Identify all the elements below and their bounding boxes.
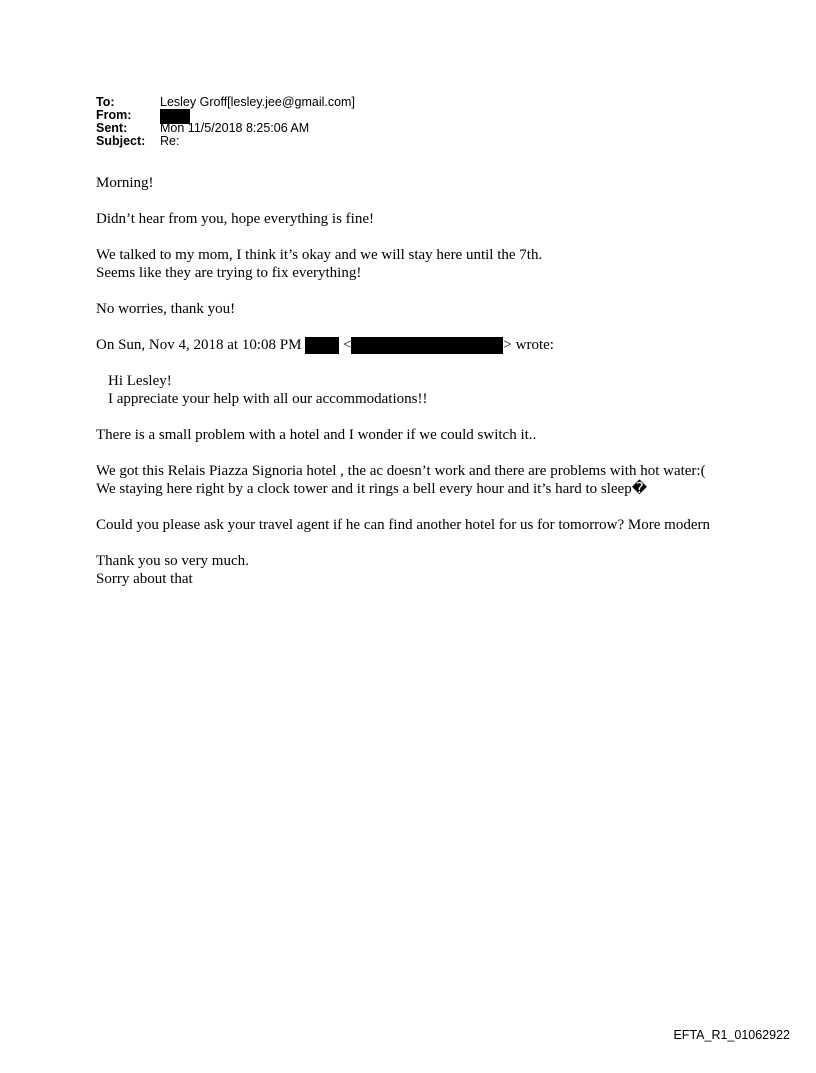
quoted-paragraph <box>96 462 716 498</box>
quoted-paragraph: Could you please ask your travel agent if he can find another hotel for us for tomorrow? More modern <box>96 517 710 534</box>
quoted-paragraph <box>96 372 716 408</box>
quoted-paragraph: There is a small problem with a hotel and I wonder if we could switch it.. <box>96 427 537 444</box>
greeting: Morning! <box>96 175 154 191</box>
text-line: Sorry about that <box>96 571 193 588</box>
email-body <box>96 174 716 606</box>
to-value: Lesley Groff[lesley.jee@gmail.com] <box>160 95 355 109</box>
quote-prefix: On Sun, Nov 4, 2018 at 10:08 PM <box>96 337 302 353</box>
paragraph <box>96 246 716 282</box>
text-line: We staying here right by a clock tower and it rings a bell every hour and it’s hard to sleep� <box>96 481 648 498</box>
paragraph: Didn’t hear from you, hope everything is fine! <box>96 211 374 227</box>
text-line: We got this Relais Piazza Signoria hotel , the ac doesn’t work and there are problems with hot water:( <box>96 463 706 480</box>
sender-email-redaction <box>351 337 503 354</box>
quote-suffix: > wrote: <box>503 337 554 353</box>
sent-label: Sent: <box>96 121 128 135</box>
text-line: Hi Lesley! <box>108 373 172 390</box>
email-header <box>96 96 355 148</box>
subject-row <box>96 135 355 148</box>
text-line: I appreciate your help with all our accommodations!! <box>108 391 428 408</box>
quote-lt: < <box>342 337 352 353</box>
to-label: To: <box>96 95 115 109</box>
subject-value: Re: <box>160 134 180 148</box>
text-line: We talked to my mom, I think it’s okay and we will stay here until the 7th. <box>96 247 543 263</box>
document-id: EFTA_R1_01062922 <box>673 1028 790 1042</box>
text-line: Thank you so very much. <box>96 553 249 570</box>
text-line: Seems like they are trying to fix everything! <box>96 265 362 281</box>
quoted-paragraph <box>96 552 716 588</box>
sender-name-redaction <box>305 337 339 354</box>
sent-value: Mon 11/5/2018 8:25:06 AM <box>160 121 310 135</box>
to-row <box>96 96 355 109</box>
subject-label: Subject: <box>96 134 146 148</box>
quote-attribution <box>96 336 716 354</box>
paragraph: No worries, thank you! <box>96 301 236 317</box>
from-label: From: <box>96 108 132 122</box>
